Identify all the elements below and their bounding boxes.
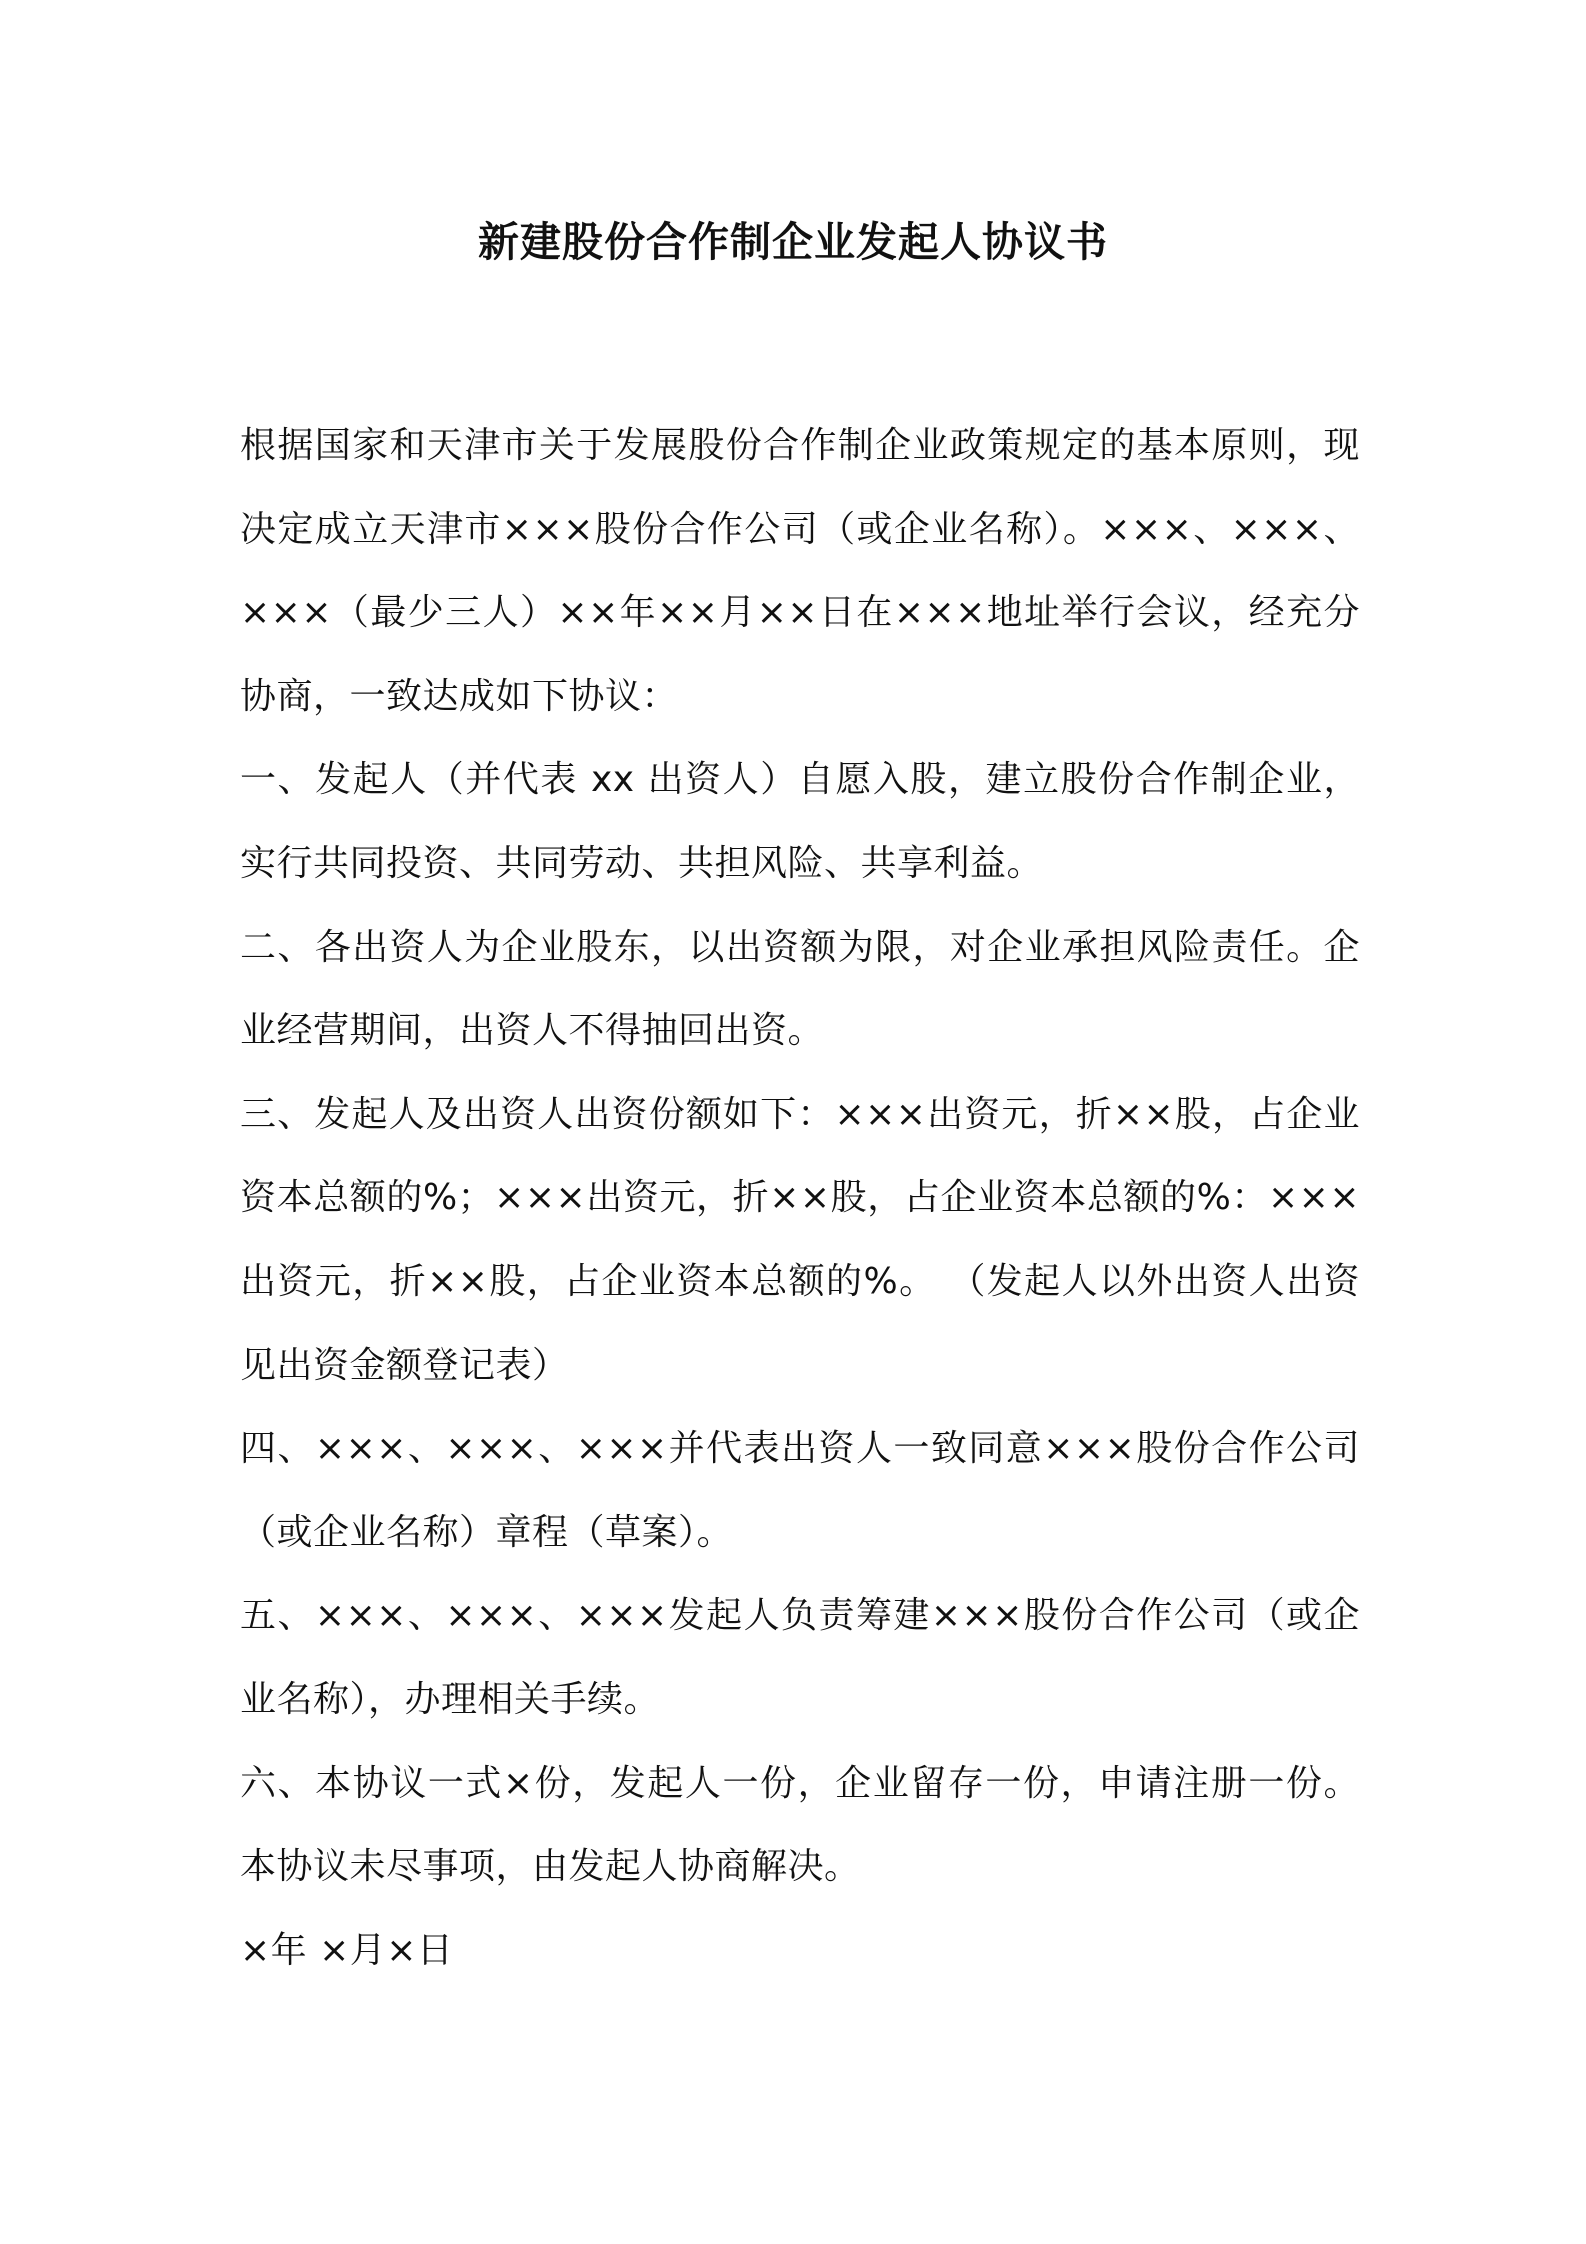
clause-5-paragraph: 五、×××、×××、×××发起人负责筹建×××股份合作公司（或企业名称），办理相关手续。 <box>240 1595 1360 1720</box>
document-body <box>240 404 1360 1992</box>
clause-6-paragraph: 六、本协议一式×份，发起人一份，企业留存一份，申请注册一份。本协议未尽事项，由发起人协商解决。 <box>240 1762 1360 1888</box>
document-title: 新建股份合作制企业发起人协议书 <box>478 218 1108 266</box>
date-line: ×年 ×月×日 <box>240 1929 454 1971</box>
clause-3-paragraph: 三、发起人及出资人出资份额如下：×××出资元，折××股，占企业资本总额的%；×××出资元，折××股，占企业资本总额的%：×××出资元，折××股，占企业资本总额的%。 （发起人以外出资人出资见出资金额登记表） <box>240 1093 1360 1386</box>
clause-2-paragraph: 二、各出资人为企业股东，以出资额为限，对企业承担风险责任。企业经营期间，出资人不得抽回出资。 <box>240 926 1360 1052</box>
clause-4-paragraph: 四、×××、×××、×××并代表出资人一致同意×××股份合作公司（或企业名称）章程（草案）。 <box>240 1428 1360 1553</box>
preamble-paragraph: 根据国家和天津市关于发展股份合作制企业政策规定的基本原则，现决定成立天津市×××股份合作公司（或企业名称）。×××、×××、×××（最少三人）××年××月××日在×××地址举行会议，经充分协商，一致达成如下协议： <box>240 425 1360 717</box>
clause-1-paragraph: 一、发起人（并代表 xx 出资人）自愿入股，建立股份合作制企业，实行共同投资、共同劳动、共担风险、共享利益。 <box>240 759 1360 884</box>
